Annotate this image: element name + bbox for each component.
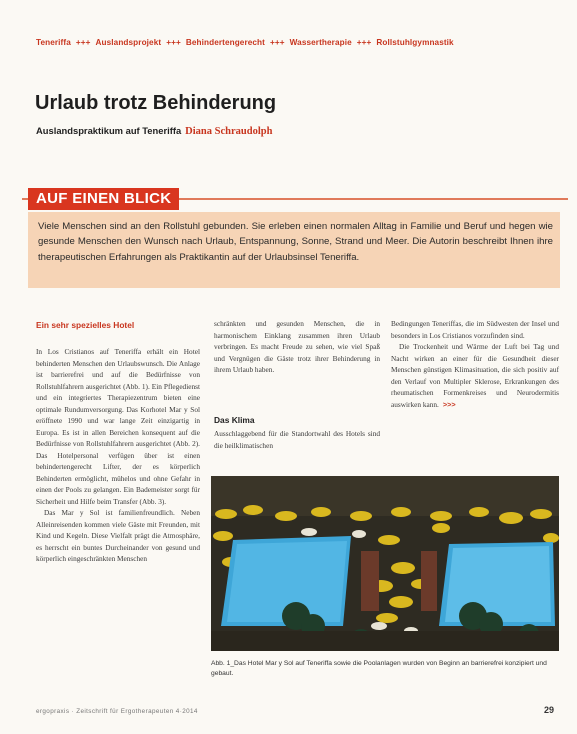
text-column-1 (36, 346, 200, 565)
paragraph: schränkten und gesunden Menschen, die in harmonischem Einklang zusammen ihren Urlaub verbringen. Es macht Freude zu sehen, wie viel Spaß und Vergnügen die Gäste trotz ihrer Behinderung in ihrem Urlaub haben. (214, 319, 380, 374)
tag-separator: +++ (356, 38, 372, 47)
paragraph-text: Die Trockenheit und Wärme der Luft bei Tag und Nacht wirken an einer für die Gesundheit dieser Menschen günstigen Klimasituation, die sich positiv auf den Verlauf von Multipler Sklerose, Erkrankungen des rheumatischen Formenkreises und Neurodermitis auswirken kann. (391, 342, 559, 409)
glance-text: Viele Menschen sind an den Rollstuhl gebunden. Sie erleben einen normalen Alltag in Familie und Beruf und hegen wie gesunde Menschen den Wunsch nach Urlaub, Entspannung, Sonne, Strand und Meer. Die Autorin beschreibt Ihnen ihre therapeutischen Erfahrungen als Praktikantin auf der Urlaubsinsel Teneriffa. (38, 221, 553, 263)
hotel-pool-illustration (211, 476, 559, 651)
glance-heading: AUF EINEN BLICK (28, 188, 179, 210)
paragraph (391, 341, 559, 410)
journal-footer: ergopraxis · Zeitschrift für Ergotherapeuten 4·2014 (36, 708, 198, 715)
hotel-pool-photo (211, 476, 559, 651)
photo-caption: Abb. 1_Das Hotel Mar y Sol auf Teneriffa sowie die Poolanlagen wurden von Beginn an barrierefrei konzipiert und gebaut. (211, 660, 547, 677)
text-column-3 (391, 318, 559, 410)
subtitle-text: Auslandspraktikum auf Teneriffa (36, 125, 182, 136)
paragraph: Bedingungen Teneriffas, die im Südwesten der Insel und besonders in Los Cristianos vorzufinden sind. (391, 319, 559, 340)
tag-separator: +++ (166, 38, 181, 47)
article-subtitle (36, 125, 272, 137)
topic-tag: Wassertherapie (289, 38, 352, 47)
continue-arrow: >>> (442, 399, 456, 409)
topic-tag: Teneriffa (36, 38, 71, 47)
section-heading-hotel: Ein sehr spezielles Hotel (36, 320, 135, 330)
article-title: Urlaub trotz Behinderung (35, 92, 277, 114)
topic-tag: Auslandsprojekt (95, 38, 162, 47)
tag-separator: +++ (75, 38, 91, 47)
author-name: Diana Schraudolph (185, 126, 273, 137)
text-column-2-continued (214, 428, 380, 451)
topic-tag-line (36, 38, 556, 47)
topic-tag: Rollstuhlgymnastik (376, 38, 454, 47)
text-column-2 (214, 318, 380, 376)
paragraph: Das Mar y Sol ist familienfreundlich. Neben Alleinreisenden kommen viele Gäste mit Freunden, mit Kind und Kegeln. Diese Vielfalt prägt die Atmosphäre, es herrscht ein buntes Durcheinander von gesund und körperlich eingeschränkten Menschen (36, 508, 200, 563)
section-heading-climate: Das Klima (214, 415, 255, 425)
paragraph: In Los Cristianos auf Teneriffa erhält ein Hotel behinderten Menschen den Urlaubswunsch. Die Anlage ist barrierefrei und auf die Bedürfnisse von Rollstuhlfahrern ausgerichtet (Abb. 1). Ein Pflegedienst und ein integriertes Therapiezentrum bieten eine optimale Rundumversorgung. Das Korhotel Mar y Sol eröffnete 1990 und war lange Zeit einzigartig in Europa. Es ist in allen Bereichen konsequent auf die Bedürfnisse von Rollstuhlfahrern ausgerichtet (Abb. 2). Das Hotelpersonal verfügen über ist einen behindertengerecht Lifter, der es körperlich Behinderten ermöglicht, mühelos und ohne Gefahr in einen der Pools zu gelangen. Ein Bademeister sorgt für Sicherheit und Hilfe beim Transfer (Abb. 3). (36, 347, 200, 506)
tag-separator: +++ (270, 38, 285, 47)
page-number: 29 (544, 705, 555, 715)
paragraph: Ausschlaggebend für die Standortwahl des Hotels sind die heilklimatischen (214, 429, 380, 450)
topic-tag: Behindertengerecht (185, 38, 265, 47)
